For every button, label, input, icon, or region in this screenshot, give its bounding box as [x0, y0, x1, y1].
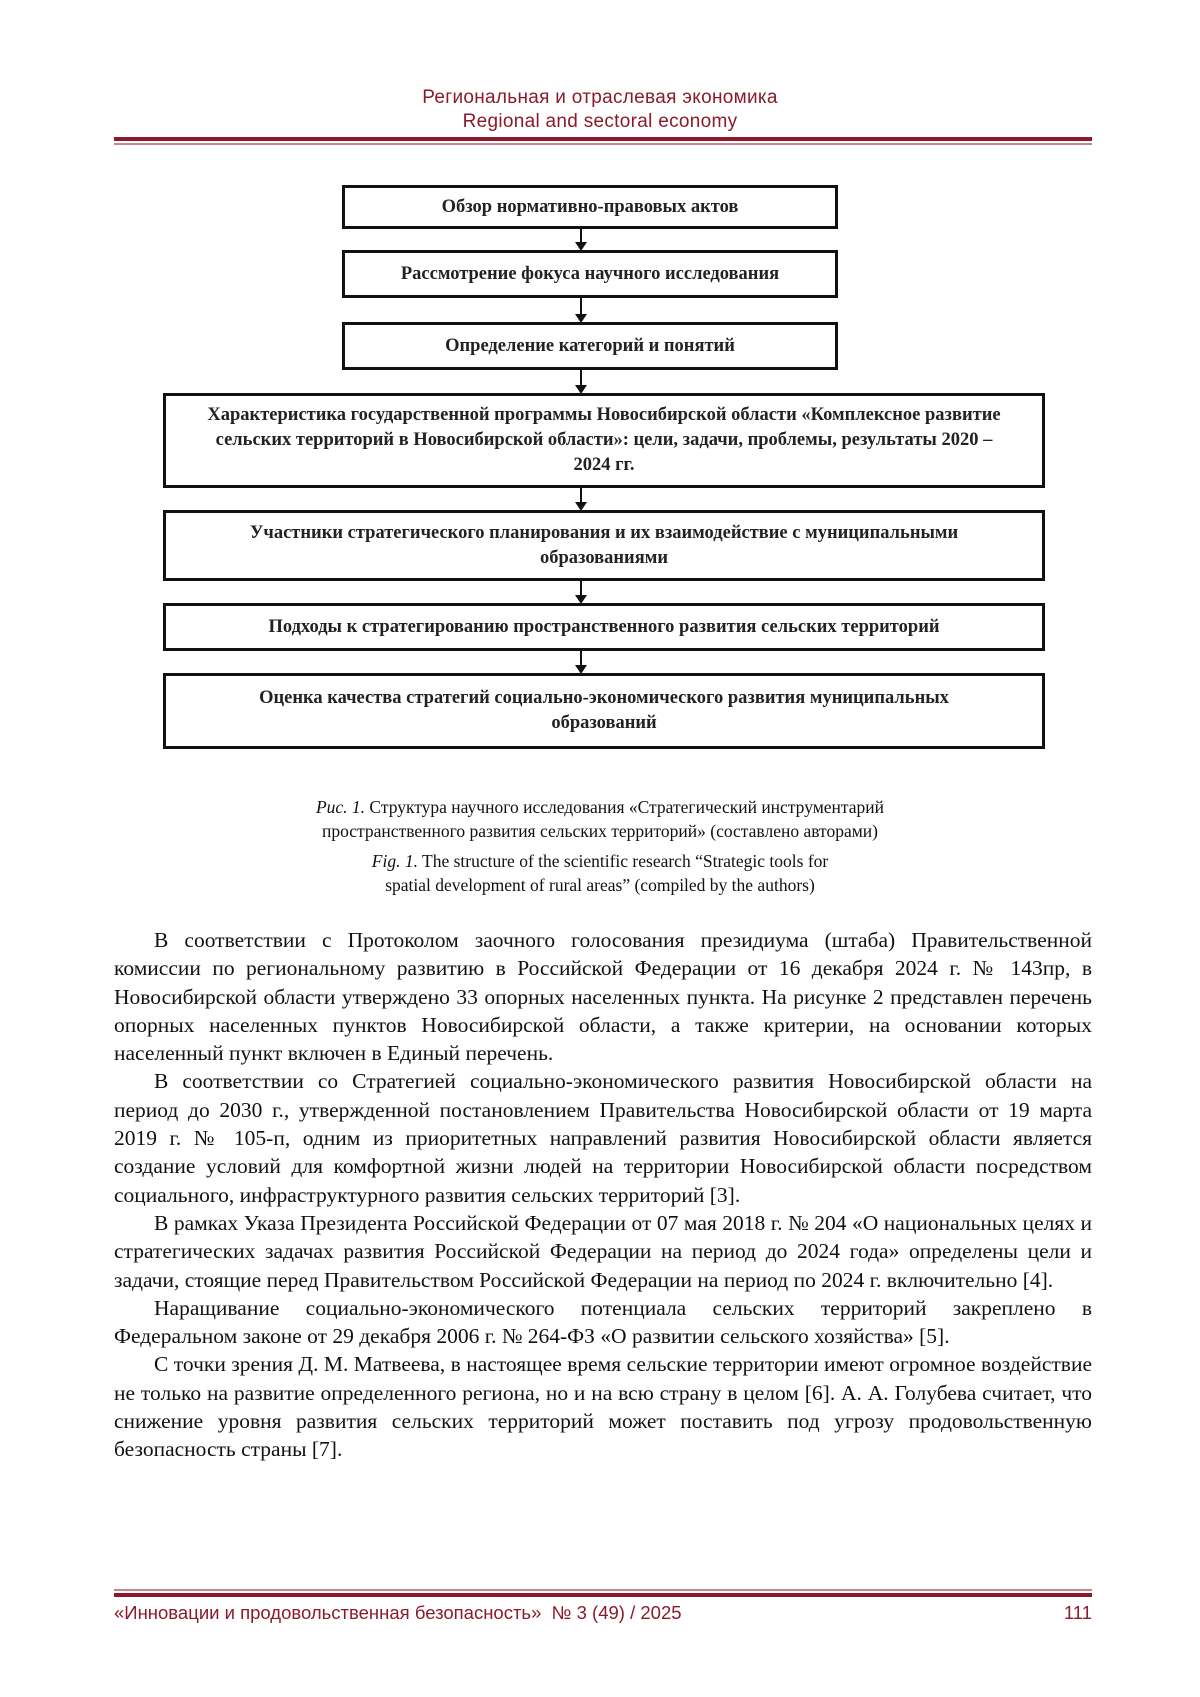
page-number: 111 — [1063, 1602, 1092, 1623]
caption-ru — [0, 795, 1200, 843]
flow-step-7: Оценка качества стратегий социально-экономического развития муниципальных образований — [163, 673, 1045, 749]
flow-step-2: Рассмотрение фокуса научного исследования — [342, 250, 838, 298]
caption-ru-label: Рис. 1. — [315, 797, 366, 817]
body-text — [114, 926, 1092, 1464]
paragraph: В соответствии с Протоколом заочного голосования президиума (штаба) Правительственной комиссии по региональному развитию в Российской Федерации от 16 декабря 2024 г. № 143пр, в Новосибирской области утверждено 33 опорных населенных пункта. На рисунке 2 представлен перечень опорных населенных пунктов Новосибирской области, а также критерии, на основании которых населенный пункт включен в Единый перечень. — [114, 928, 1092, 1066]
footer-rule — [114, 1593, 1092, 1597]
flow-step-4: Характеристика государственной программы Новосибирской области «Комплексное развитие сельских территорий в Новосибирской области»: цели, задачи, проблемы, результаты 2020 – 2024 гг. — [163, 393, 1045, 488]
header-title-ru: Региональная и отраслевая экономика — [422, 87, 778, 108]
header-rule-thin — [114, 143, 1092, 145]
paragraph: В рамках Указа Президента Российской Федерации от 07 мая 2018 г. № 204 «О национальных целях и стратегических задачах развития Российской Федерации на период до 2024 года» определены цели и задачи, стоящие перед Правительством Российской Федерации на период по 2024 г. включительно [4]. — [114, 1210, 1092, 1292]
flow-arrow — [580, 651, 582, 672]
footer — [114, 1602, 1092, 1624]
paragraph: С точки зрения Д. М. Матвеева, в настоящее время сельские территории имеют огромное воздействие не только на развитие определенного региона, но и на всю страну в целом [6]. А. А. Голубева считает, что снижение уровня развития сельских территорий может поставить под угрозу продовольственную безопасность страны [7]. — [114, 1352, 1092, 1462]
flow-arrow — [580, 298, 582, 321]
paragraph: В соответствии со Стратегией социально-экономического развития Новосибирской области на период до 2030 г., утвержденной постановлением Правительства Новосибирской области от 19 марта 2019 г. № 105-п, одним из приоритетных направлений развития Новосибирской области является создание условий для комфортной жизни людей на территории Новосибирской области посредством социального, инфраструктурного развития сельских территорий [3]. — [114, 1069, 1092, 1207]
caption-en-text: The structure of the scientific research “Strategic tools for spatial development of rural areas” (compiled by the authors) — [385, 851, 829, 895]
flow-step-5: Участники стратегического планирования и их взаимодействие с муниципальными образованиями — [163, 510, 1045, 581]
flow-arrow — [580, 370, 582, 392]
journal-name: «Инновации и продовольственная безопасность» № 3 (49) / 2025 — [114, 1602, 682, 1623]
caption-ru-text: Структура научного исследования «Стратегический инструментарий пространственного развития сельских территорий» (составлено авторами) — [321, 797, 885, 841]
flow-step-3: Определение категорий и понятий — [342, 322, 838, 370]
header-title-en: Regional and sectoral economy — [462, 111, 738, 132]
paragraph: Наращивание социально-экономического потенциала сельских территорий закреплено в Федеральном законе от 29 декабря 2006 г. № 264-ФЗ «О развитии сельского хозяйства» [5]. — [114, 1295, 1092, 1349]
caption-en — [0, 849, 1200, 897]
flow-arrow — [580, 488, 582, 509]
caption-en-label: Fig. 1. — [371, 851, 418, 871]
header-rule — [114, 137, 1092, 141]
flow-step-6: Подходы к стратегированию пространственного развития сельских территорий — [163, 603, 1045, 651]
footer-rule-thin — [114, 1589, 1092, 1591]
flow-step-1: Обзор нормативно-правовых актов — [342, 185, 838, 229]
running-header — [0, 86, 1200, 134]
flow-arrow — [580, 229, 582, 249]
flow-arrow — [580, 581, 582, 602]
